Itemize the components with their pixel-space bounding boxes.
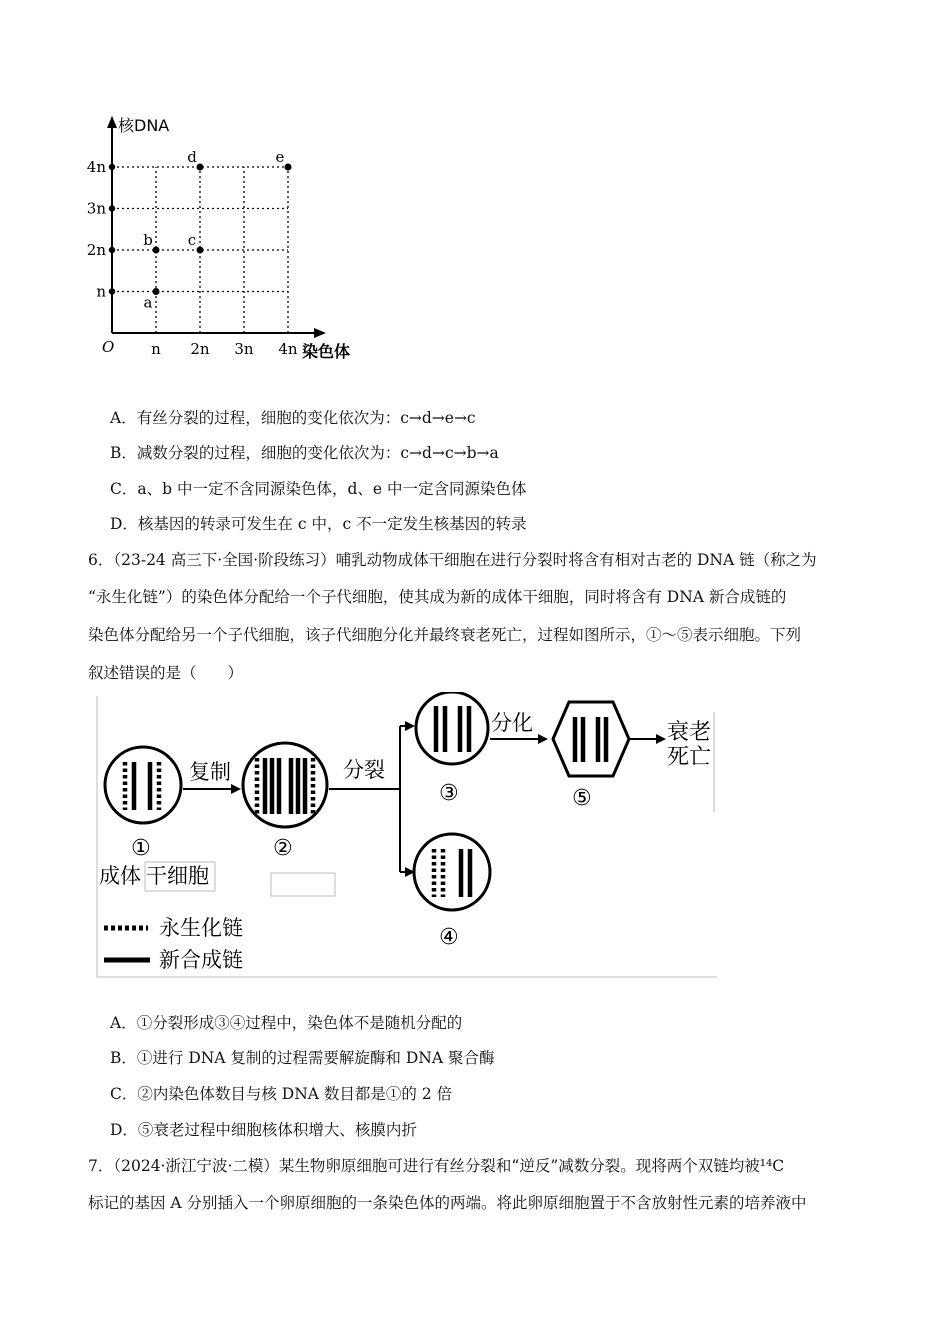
data-point-d <box>197 164 204 171</box>
stem-cell-division-figure <box>93 692 723 982</box>
x-axis-arrow <box>314 328 326 338</box>
data-point-e <box>285 164 292 171</box>
x-tick-label: 2n <box>190 340 210 358</box>
cell-1 <box>105 747 181 823</box>
q6-stem-line-3: 染色体分配给另一个子代细胞，该子代细胞分化并最终衰老死亡，过程如图所示，①～⑤表示细胞。下列 <box>88 626 802 644</box>
data-point-label-d: d <box>187 148 197 166</box>
end-label-line-2: 死亡 <box>667 745 712 770</box>
q5-option-b: B．减数分裂的过程，细胞的变化依次为：c→d→c→b→a <box>110 444 499 462</box>
data-point-c <box>197 247 204 254</box>
data-point-b <box>153 247 160 254</box>
y-axis-dot <box>109 247 115 253</box>
arrow-divide-label: 分裂 <box>343 758 385 782</box>
cell-2-label: ② <box>273 836 293 861</box>
q6-option-b: B．①进行 DNA 复制的过程需要解旋酶和 DNA 聚合酶 <box>110 1049 495 1067</box>
cell-2 <box>243 743 327 827</box>
q6-option-d: D．⑤衰老过程中细胞核体积增大、核膜内折 <box>110 1121 417 1139</box>
q5-option-c: C．a、b 中一定不含同源染色体，d、e 中一定含同源染色体 <box>110 480 527 498</box>
data-point-label-a: a <box>143 293 153 312</box>
cell-4 <box>414 834 490 910</box>
data-point-label-b: b <box>143 231 153 249</box>
legend-immortal-label: 永生化链 <box>159 916 243 940</box>
cell-1-label: ① <box>131 836 151 861</box>
stem-cell-label-part1: 成体 <box>99 864 141 888</box>
cell-5-label: ⑤ <box>572 786 592 811</box>
cell-4-label: ④ <box>439 925 459 950</box>
end-label-line-1: 衰老 <box>667 720 712 745</box>
q7-stem-line-1: 7．（2024·浙江宁波·二模）某生物卵原细胞可进行有丝分裂和“逆反”减数分裂。现将两个双链均被¹⁴C <box>88 1157 785 1175</box>
data-point-label-e: e <box>275 148 285 166</box>
data-point-a <box>153 288 160 295</box>
y-tick-label: 3n <box>86 199 106 218</box>
q7-stem-line-2: 标记的基因 A 分别插入一个卵原细胞的一条染色体的两端。将此卵原细胞置于不含放射性元素的培养液中 <box>88 1194 807 1212</box>
q6-option-c: C．②内染色体数目与核 DNA 数目都是①的 2 倍 <box>110 1085 453 1103</box>
cell-3 <box>416 692 488 764</box>
y-tick-label: 4n <box>86 158 106 176</box>
data-point-label-c: c <box>187 231 197 249</box>
q5-option-a: A．有丝分裂的过程，细胞的变化依次为：c→d→e→c <box>110 409 476 427</box>
legend-new-label: 新合成链 <box>159 948 243 972</box>
arrow-differentiate-label: 分化 <box>491 711 533 735</box>
y-tick-label: n <box>96 282 106 301</box>
x-axis-label: 染色体 <box>302 342 351 361</box>
x-tick-label: 3n <box>234 340 254 358</box>
y-axis-arrow <box>107 116 117 128</box>
q6-stem-line-2: “永生化链”）的染色体分配给一个子代细胞，使其成为新的成体干细胞，同时将含有 DNA 新合成链的 <box>88 588 787 606</box>
y-tick-label: 2n <box>86 241 106 259</box>
cell-3-label: ③ <box>439 781 459 806</box>
arrow-copy-label: 复制 <box>189 760 231 784</box>
x-tick-label: 4n <box>278 340 298 358</box>
origin-label: O <box>102 338 115 356</box>
y-axis-dot <box>109 205 115 211</box>
y-axis-label: 核DNA <box>118 116 170 135</box>
dna-chromosome-chart <box>80 108 380 368</box>
q6-option-a: A．①分裂形成③④过程中，染色体不是随机分配的 <box>110 1014 463 1032</box>
cell-5 <box>553 702 629 776</box>
stem-cell-label-part2: 干细胞 <box>146 864 209 888</box>
y-axis-dot <box>109 288 115 294</box>
y-axis-dot <box>109 164 115 170</box>
q6-stem-line-1: 6．（23-24 高三下·全国·阶段练习）哺乳动物成体干细胞在进行分裂时将含有相对古老的 DNA 链（称之为 <box>88 551 817 569</box>
q5-option-d: D．核基因的转录可发生在 c 中，c 不一定发生核基因的转录 <box>110 515 527 533</box>
q6-stem-line-4: 叙述错误的是（ ） <box>88 664 244 682</box>
x-tick-label: n <box>151 340 161 358</box>
